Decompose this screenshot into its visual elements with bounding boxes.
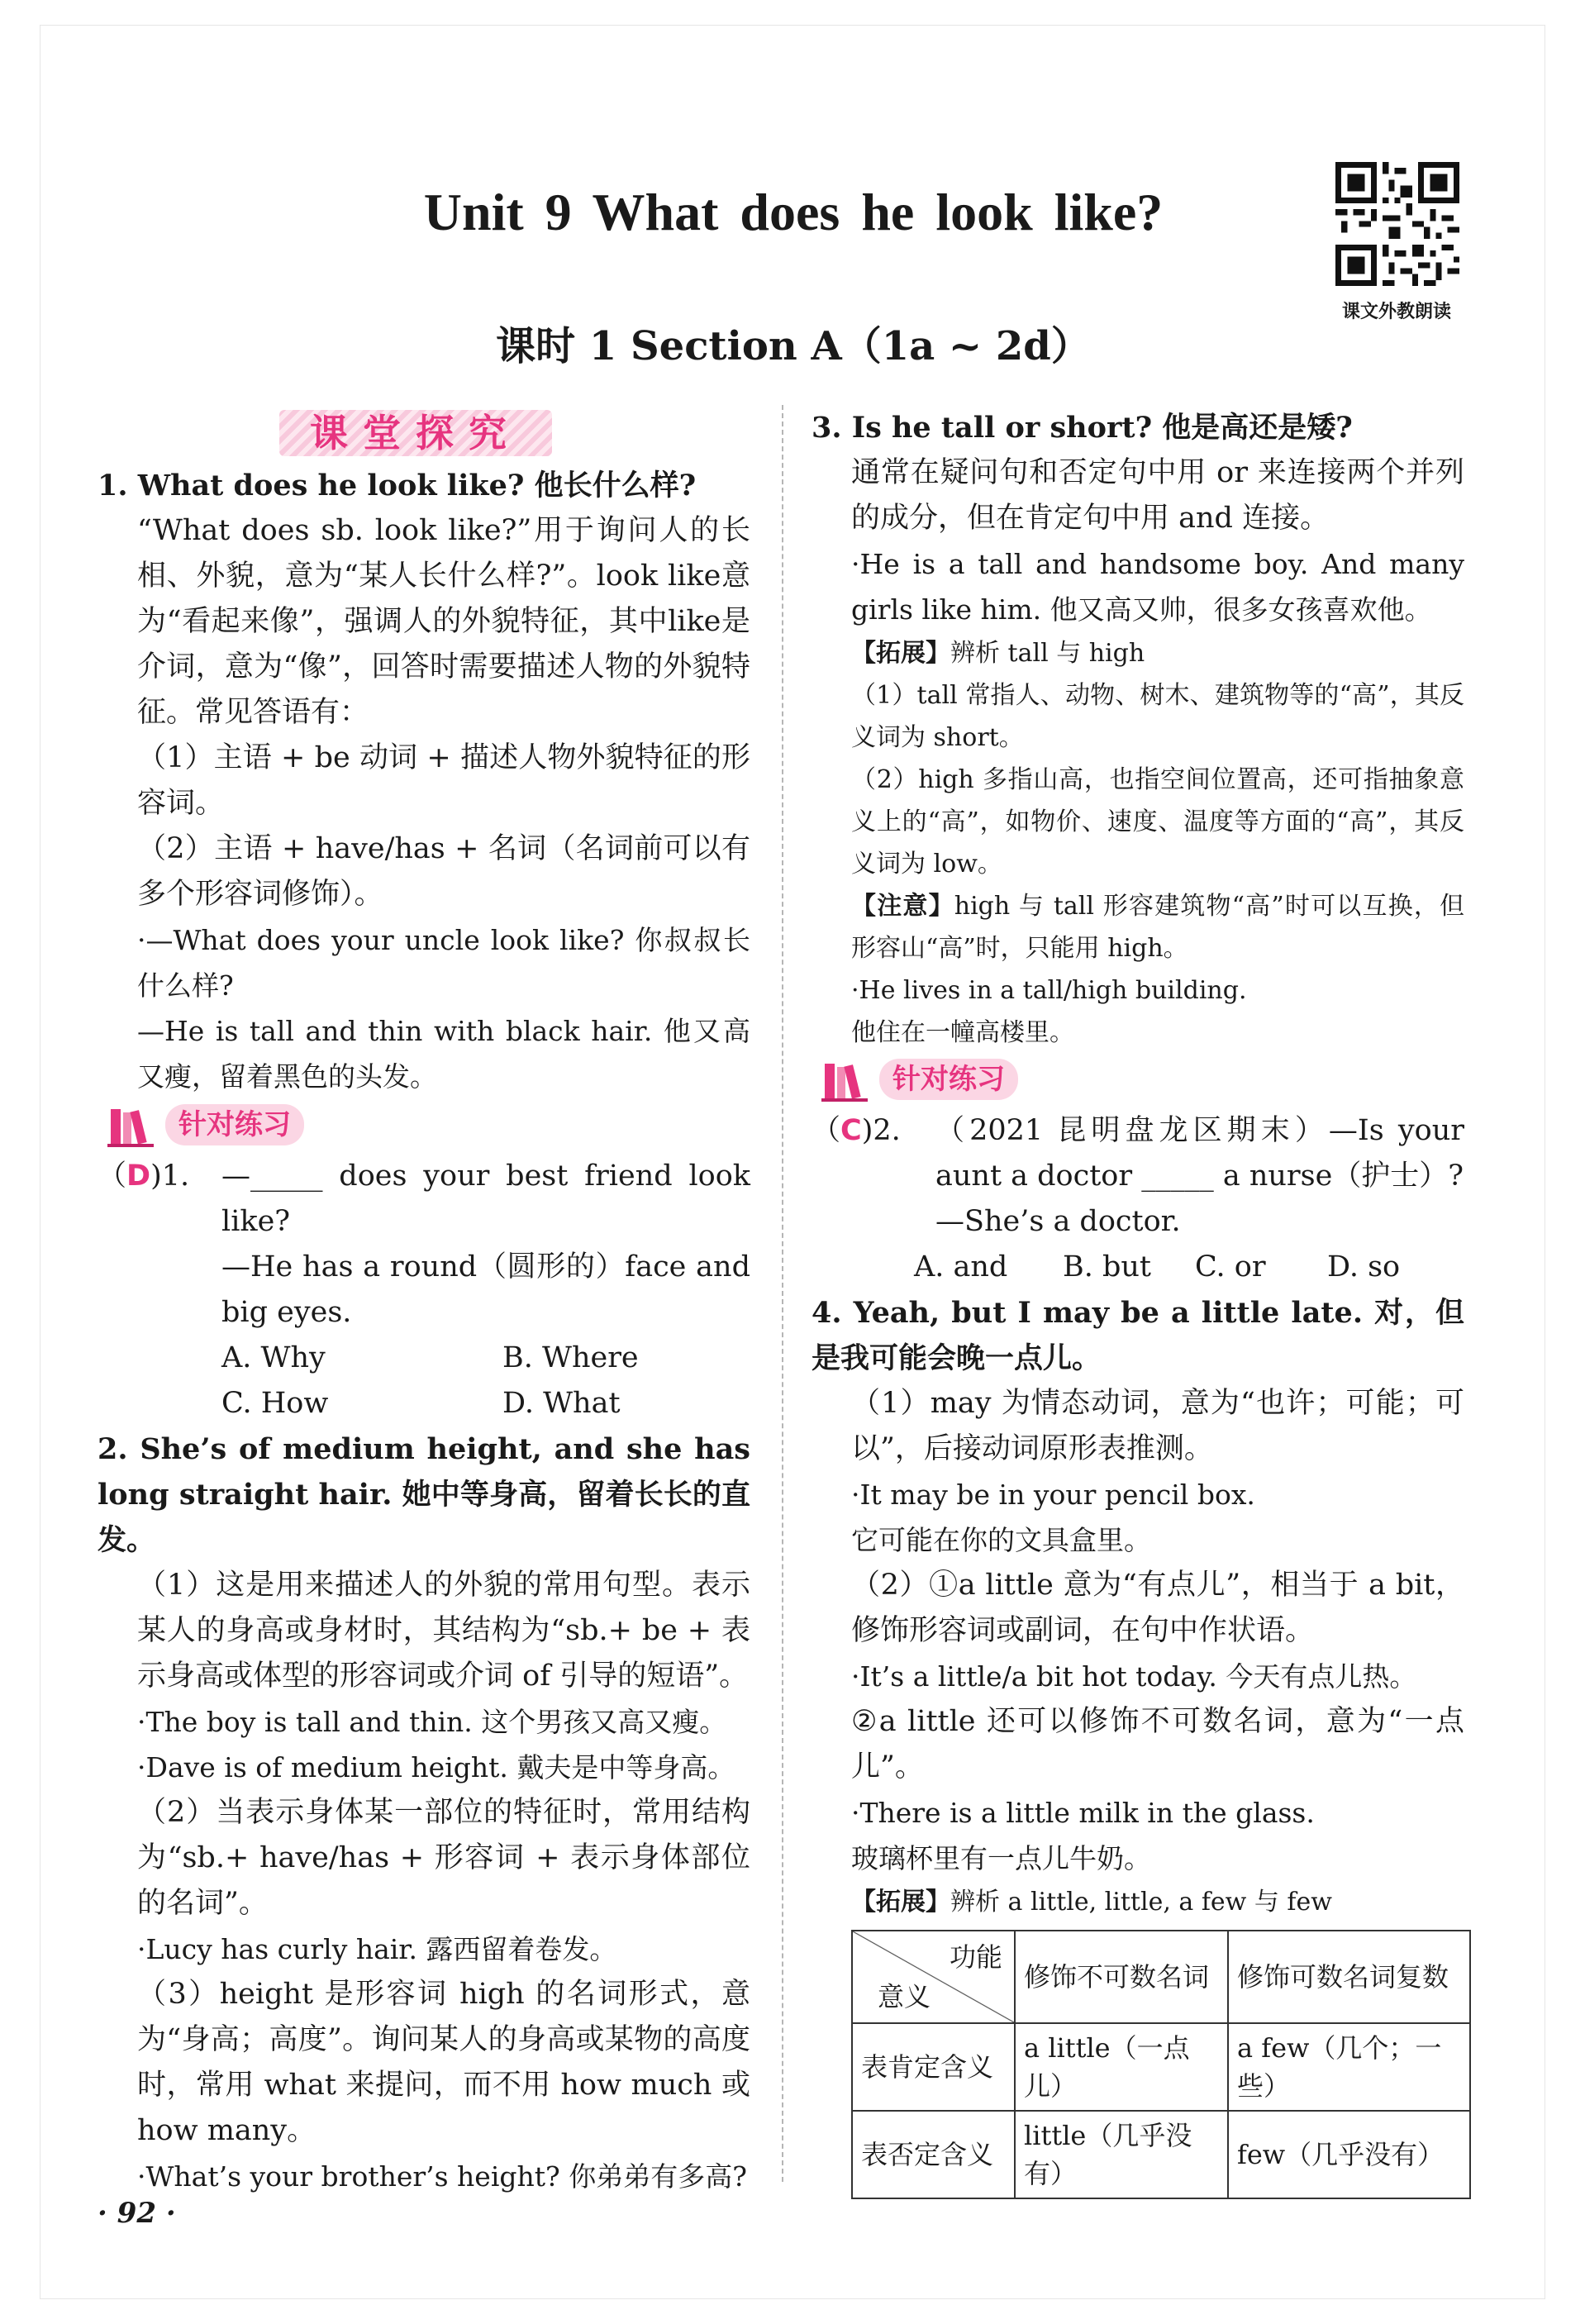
question-1 [98, 1154, 750, 1336]
item-1-para: “What does sb. look like?”用于询问人的长相、外貌，意为“某人长什么样?”。look like意为“看起来像”，强调人的外貌特征，其中like是介词，意为“像”，回答时需要描述人物的外貌特征。常见答语有： [137, 514, 750, 729]
note-tag: 【注意】 [851, 892, 954, 921]
item-4-point-1: （1）may 为情态动词，意为“也许；可能；可以”，后接动词原形表推测。 [851, 1387, 1464, 1465]
unit-title: Unit 9 What does he look like? [423, 183, 1164, 241]
table-cell: few（几乎没有） [1228, 2111, 1470, 2198]
lesson-title: 课时 1 Section A（1a ~ 2d） [496, 323, 1091, 369]
item-4-example-2: ·It’s a little/a bit hot today. 今天有点儿热。 [851, 1660, 1417, 1693]
question-1-option-c[interactable]: C. How [221, 1387, 329, 1420]
question-2-open: （ [812, 1114, 841, 1147]
table-cell: a little（一点儿） [1015, 2023, 1228, 2111]
question-1-index: )1. [150, 1160, 190, 1193]
question-2-stem-reply: —She’s a doctor. [935, 1205, 1181, 1238]
item-1-example-2: —He is tall and thin with black hair. 他又高又瘦，留着黑色的头发。 [137, 1015, 750, 1093]
practice-header [812, 1054, 1464, 1108]
qr-label: 课文外教朗读 [1341, 301, 1451, 322]
item-2-example-1: ·The boy is tall and thin. 这个男孩又高又瘦。 [137, 1706, 727, 1738]
item-4-point-2: （2）①a little 意为“有点儿”，相当于 a bit，修饰形容词或副词，在句中作状语。 [851, 1569, 1464, 1647]
question-1-option-d[interactable]: D. What [502, 1387, 621, 1420]
left-column [98, 405, 750, 2199]
item-1-example-1: ·—What does your uncle look like? 你叔叔长什么样? [137, 924, 750, 1002]
item-4-example-3: ·There is a little milk in the glass. [851, 1797, 1315, 1829]
extension-tag: 【拓展】 [851, 1888, 950, 1917]
table-cell: little（几乎没有） [1015, 2111, 1228, 2198]
table-header-cell: 修饰可数名词复数 [1228, 1931, 1470, 2023]
item-1-title: 1. What does he look like? 他长什么样? [98, 469, 697, 502]
table-cell: a few（几个；一些） [1228, 2023, 1470, 2111]
item-3-example-2: ·He lives in a tall/high building. [851, 976, 1247, 1005]
question-1-stem-reply: —He has a round（圆形的）face and big eyes. [221, 1250, 750, 1329]
item-1-point-2: （2）主语 + have/has + 名词（名词前可以有多个形容词修饰）。 [137, 832, 750, 911]
item-3-title: 3. Is he tall or short? 他是高还是矮? [812, 411, 1353, 445]
comparison-table [851, 1930, 1471, 2199]
books-icon [821, 1060, 873, 1102]
item-3-extension-1: （1）tall 常指人、动物、树木、建筑物等的“高”，其反义词为 short。 [851, 681, 1464, 752]
question-1-options [98, 1336, 750, 1426]
question-2-body [935, 1108, 1464, 1245]
extension-text: 辨析 tall 与 high [950, 639, 1145, 668]
question-1-body [221, 1154, 750, 1336]
diagonal-bottom-label: 意义 [878, 1981, 931, 2012]
question-2-number [812, 1108, 935, 1245]
item-4-title: 4. Yeah, but I may be a little late. 对，但是我可能会晚一点儿。 [812, 1296, 1464, 1375]
item-3-extension-2: （2）high 多指山高，也指空间位置高，还可指抽象意义上的“高”，如物价、速度、温度等方面的“高”，其反义词为 low。 [851, 765, 1464, 879]
table-header-row [852, 1931, 1470, 2023]
item-1-point-1: （1）主语 + be 动词 + 描述人物外貌特征的形容词。 [137, 741, 750, 820]
table-cell: 表否定含义 [852, 2111, 1015, 2198]
item-4-example-1: ·It may be in your pencil box. [851, 1479, 1255, 1511]
comparison-table-wrapper [812, 1930, 1464, 2199]
item-3-extension [812, 632, 1464, 674]
item-3-note [812, 885, 1464, 969]
item-2-point-3: （3）height 是形容词 high 的名词形式，意为“身高；高度”。询问某人的身高或某物的高度时，常用 what 来提问，而不用 how much 或 how many。 [137, 1978, 750, 2147]
qr-code-icon[interactable] [1335, 162, 1459, 286]
books-icon [107, 1106, 159, 1147]
item-2-example-2: ·Dave is of medium height. 戴夫是中等身高。 [137, 1751, 735, 1783]
question-2-index: )2. [861, 1114, 901, 1147]
item-3-example-2-translation: 他住在一幢高楼里。 [851, 1018, 1074, 1047]
question-2-stem: （2021 昆明盘龙区期末）—Is your aunt a doctor _____ a nurse（护士）? [935, 1114, 1464, 1193]
table-header-cell: 修饰不可数名词 [1015, 1931, 1228, 2023]
item-2-example-4: ·What’s your brother’s height? 你弟弟有多高? [137, 2160, 747, 2193]
item-2-point-2: （2）当表示身体某一部位的特征时，常用结构为“sb.+ have/has + 形容词 + 表示身体部位的名词”。 [137, 1796, 750, 1920]
extension-text: 辨析 a little, little, a few 与 few [950, 1888, 1332, 1917]
question-2-option-c[interactable]: C. or [1195, 1250, 1266, 1283]
table-row [852, 2023, 1470, 2111]
question-2 [812, 1108, 1464, 1245]
diagonal-top-label: 功能 [949, 1941, 1002, 1973]
practice-header [98, 1099, 750, 1154]
column-divider [782, 405, 783, 2182]
question-1-option-b[interactable]: B. Where [502, 1341, 639, 1374]
item-2-title: 2. She’s of medium height, and she has long straight hair. 她中等身高，留着长长的直发。 [98, 1432, 750, 1557]
question-1-stem: —_____ does your best friend look like? [221, 1160, 750, 1238]
item-4-example-1-translation: 它可能在你的文具盒里。 [851, 1524, 1151, 1556]
right-column [812, 405, 1464, 2199]
banner-text: 课堂探究 [310, 411, 521, 455]
practice-label: 针对练习 [879, 1059, 1018, 1100]
question-1-answer: D [126, 1160, 151, 1193]
question-1-number: （D)1. [98, 1160, 190, 1193]
extension-tag: 【拓展】 [851, 639, 950, 668]
table-diagonal-cell [852, 1931, 1015, 2023]
item-2-example-3: ·Lucy has curly hair. 露西留着卷发。 [137, 1933, 617, 1965]
question-2-option-b[interactable]: B. but [1063, 1250, 1151, 1283]
table-cell: 表肯定含义 [852, 2023, 1015, 2111]
item-4-extension [812, 1881, 1464, 1923]
table-row [852, 2111, 1470, 2198]
note-text: high 与 tall 形容建筑物“高”时可以互换，但形容山“高”时，只能用 high。 [851, 892, 1465, 963]
item-4-point-3: ②a little 还可以修饰不可数名词，意为“一点儿”。 [851, 1705, 1464, 1783]
question-1-option-a[interactable]: A. Why [221, 1341, 326, 1374]
question-2-options [812, 1245, 1464, 1290]
item-2-point-1: （1）这是用来描述人的外貌的常用句型。表示某人的身高或身材时，其结构为“sb.+ be + 表示身高或体型的形容词或介词 of 引导的短语”。 [137, 1569, 750, 1693]
question-2-answer: C [840, 1114, 862, 1147]
item-4-example-3-translation: 玻璃杯里有一点儿牛奶。 [851, 1842, 1151, 1874]
section-banner [98, 405, 750, 463]
practice-label: 针对练习 [165, 1104, 304, 1145]
question-2-option-d[interactable]: D. so [1327, 1250, 1401, 1283]
question-2-option-a[interactable]: A. and [914, 1250, 1008, 1283]
page-number: · 92 · [98, 2197, 176, 2230]
item-3-example-1: ·He is a tall and handsome boy. And many girls like him. 他又高又帅，很多女孩喜欢他。 [851, 548, 1464, 626]
item-3-para: 通常在疑问句和否定句中用 or 来连接两个并列的成分，但在肯定句中用 and 连接。 [851, 456, 1464, 535]
